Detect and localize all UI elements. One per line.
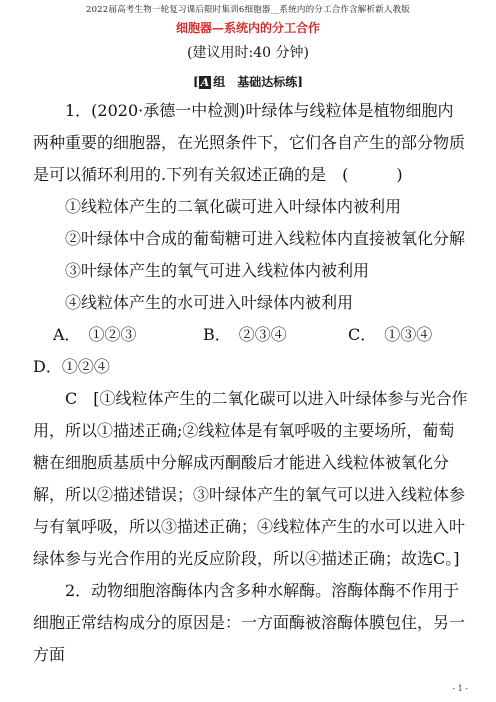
choice-a: A． ①②③ [53, 325, 137, 344]
document-header: 2022届高考生物一轮复习课后限时集训6细胞器__系统内的分工合作含解析新人教版 [85, 5, 411, 15]
section-label: 组 基础达标练 [213, 75, 298, 89]
choice-c: C． ①③④ [348, 325, 433, 344]
choice-d: D．①②④ [33, 357, 110, 376]
section-close-bracket: ] [297, 75, 303, 89]
page-number: - 1 - [452, 684, 468, 693]
question-1-stem: 1．(2020·承德一中检测)叶绿体与线粒体是植物细胞内两种重要的细胞器，在光照条件下，它们各自产生的部分物质是可以循环利用的.下列有关叙述正确的是 ( ) [33, 101, 466, 184]
section-open-bracket: [ [193, 75, 199, 89]
question-1-answer: C [①线粒体产生的二氧化碳可以进入叶绿体参与光合作用，所以①描述正确;②线粒体是有氧呼吸的主要场所，葡萄糖在细胞质基质中分解成丙酮酸后才能进入线粒体被氧化分解，所以②描述错误；③叶绿体产生的氧气可以进入线粒体参与有氧呼吸，所以③描述正确；④线粒体产生的水可以进入叶绿体参与光合作用的光反应阶段，所以④描述正确；故选C。] [33, 389, 468, 568]
question-1-option-1: ①线粒体产生的二氧化碳可进入叶绿体内被利用 [65, 197, 402, 216]
choice-b: B． ②③④ [203, 325, 287, 344]
question-1-option-2: ②叶绿体中合成的葡萄糖可进入线粒体内直接被氧化分解 [65, 229, 466, 248]
page-title: 细胞器—系统内的分工合作 [175, 21, 320, 35]
question-1-option-3: ③叶绿体产生的氧气可进入线粒体内被利用 [65, 261, 370, 280]
question-1-choices [33, 319, 468, 351]
question-1-option-4: ④线粒体产生的水可进入叶绿体内被利用 [65, 293, 354, 312]
document-body [33, 95, 468, 671]
time-hint: (建议用时:40 分钟) [187, 45, 309, 61]
section-heading [0, 73, 496, 90]
section-badge: A [200, 76, 210, 89]
question-2-stem: 2．动物细胞溶酶体内含多种水解酶。溶酶体酶不作用于细胞正常结构成分的原因是：一方面酶被溶酶体膜包住，另一方面 [33, 581, 466, 664]
